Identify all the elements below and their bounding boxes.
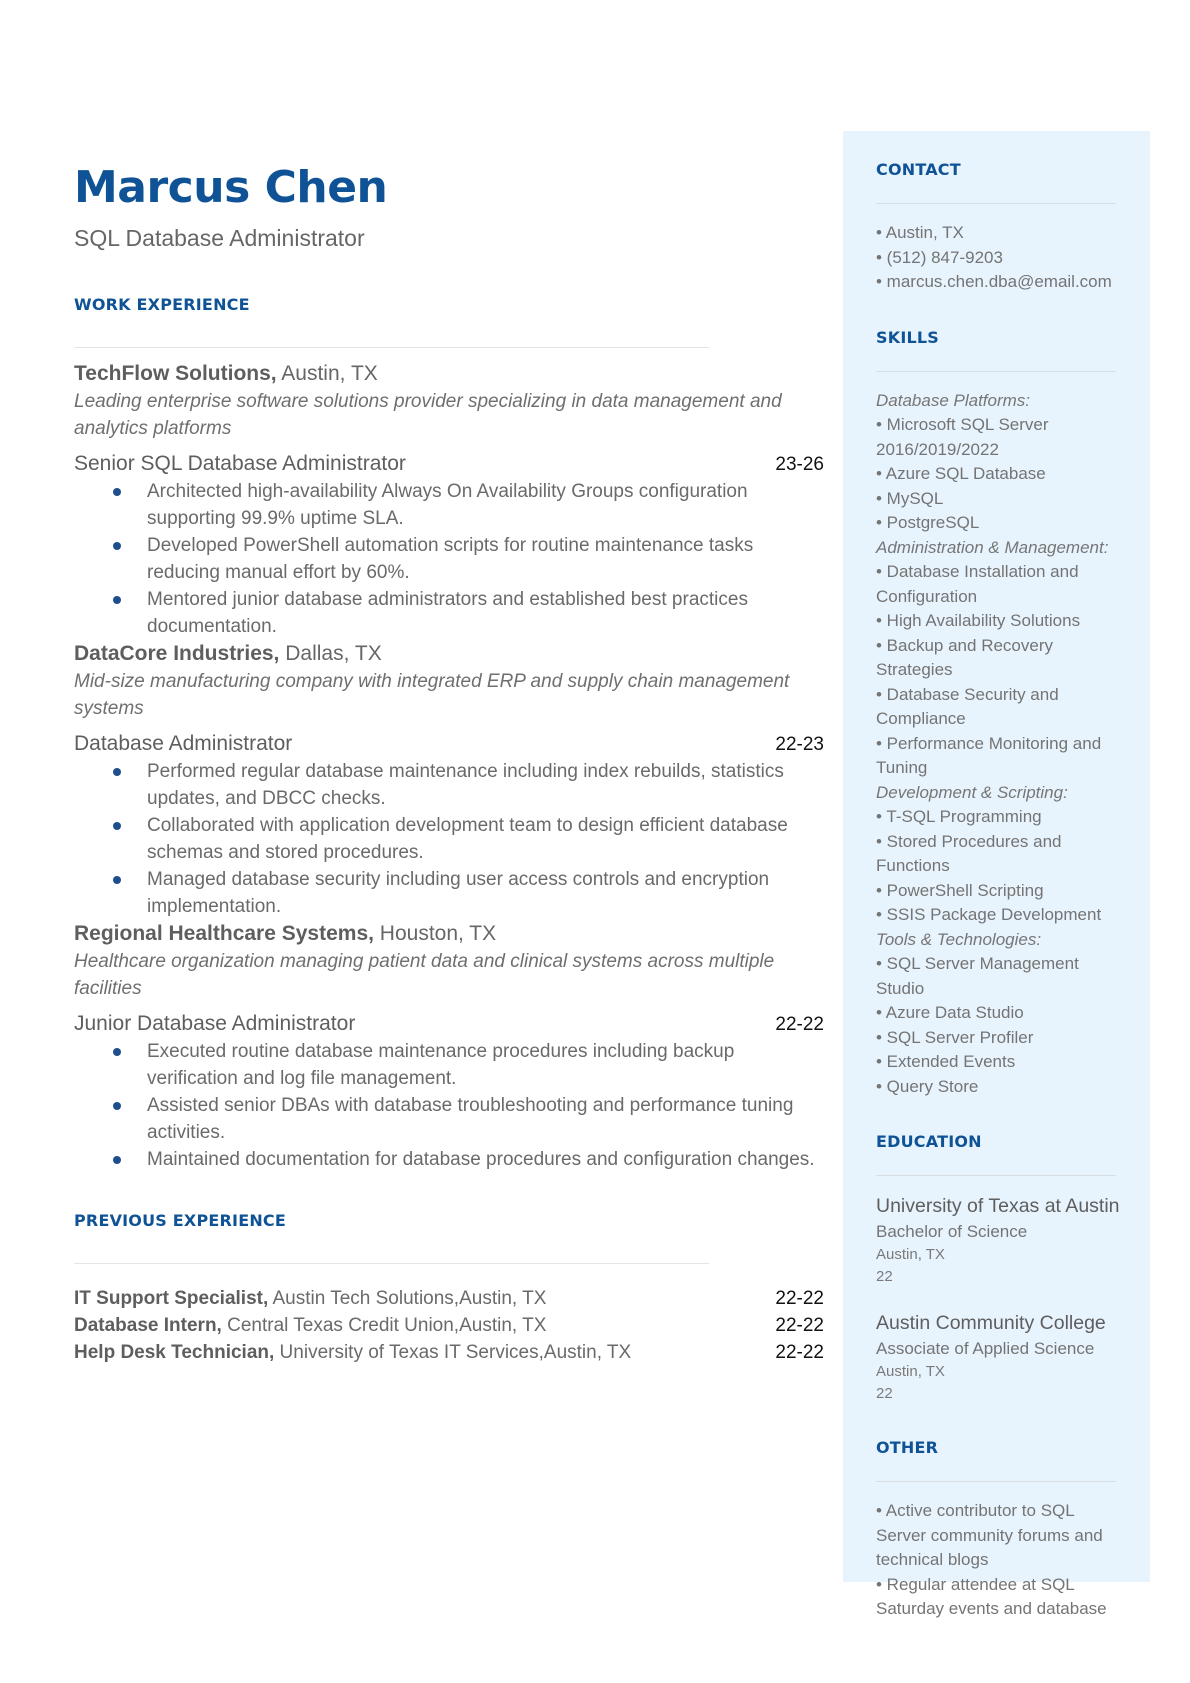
previous-role: Help Desk Technician, (74, 1342, 275, 1363)
company-line (74, 360, 824, 388)
other-section (876, 1438, 1126, 1622)
previous-dates: 22-22 (775, 1315, 824, 1336)
previous-dates: 22-22 (775, 1288, 824, 1309)
graduation-year: 22 (876, 1268, 893, 1285)
other-list (876, 1499, 1126, 1622)
skill-list (876, 805, 1126, 928)
company-line (74, 640, 824, 668)
achievement-text: Performed regular database maintenance including index rebuilds, statistics updates, and DBCC checks. (147, 761, 784, 809)
bullet-dot-icon (113, 488, 121, 496)
skills-heading: SKILLS (876, 327, 939, 347)
skill-item: • Performance Monitoring and Tuning (876, 733, 1102, 777)
section-divider (876, 203, 1116, 204)
section-divider (74, 347, 709, 348)
achievement-text: Collaborated with application development team to design efficient database schemas and stored procedures. (147, 815, 788, 863)
achievement-item (74, 1146, 824, 1173)
skill-item: • Microsoft SQL Server 2016/2019/2022 (876, 415, 1049, 459)
company-name: DataCore Industries, (74, 642, 280, 665)
achievement-item (74, 586, 824, 640)
work-experience-heading: WORK EXPERIENCE (74, 295, 250, 314)
company-name: TechFlow Solutions, (74, 362, 277, 385)
position-title: Database Administrator (74, 732, 293, 755)
achievement-item (74, 1038, 824, 1092)
other-heading: OTHER (876, 1438, 939, 1457)
degree: Bachelor of Science (876, 1222, 1028, 1241)
company-location: Houston, TX (373, 922, 497, 945)
section-divider (876, 1175, 1116, 1176)
achievement-list (74, 1038, 824, 1173)
main-column (74, 160, 824, 1366)
previous-organization: Austin Tech Solutions,Austin, TX (268, 1288, 547, 1309)
contact-section (876, 160, 1126, 295)
contact-list (876, 221, 1126, 295)
school-name: Austin Community College (876, 1312, 1106, 1334)
previous-experience-item (74, 1312, 824, 1339)
achievement-text: Executed routine database maintenance procedures including backup verification and log file management. (147, 1041, 735, 1089)
skill-item: • Database Installation and Configuration (876, 562, 1079, 606)
achievement-text: Architected high-availability Always On Availability Groups configuration supporting 99.9% uptime SLA. (147, 481, 748, 529)
previous-dates: 22-22 (775, 1342, 824, 1363)
position-row (74, 730, 824, 758)
position-title: Senior SQL Database Administrator (74, 452, 406, 475)
contact-item: • Austin, TX (876, 223, 964, 242)
skill-item: • High Availability Solutions (876, 611, 1081, 630)
skill-item: • SQL Server Management Studio (876, 954, 1079, 998)
section-divider (876, 1481, 1116, 1482)
previous-role: IT Support Specialist, (74, 1288, 269, 1309)
skill-category: Tools & Technologies: (876, 929, 1042, 949)
degree: Associate of Applied Science (876, 1339, 1095, 1358)
achievement-item (74, 532, 824, 586)
bullet-dot-icon (113, 1048, 121, 1056)
achievement-item (74, 1092, 824, 1146)
company-name: Regional Healthcare Systems, (74, 922, 374, 945)
skill-list (876, 413, 1126, 536)
school-name: University of Texas at Austin (876, 1195, 1120, 1217)
position-dates: 22-23 (775, 734, 824, 755)
previous-organization: University of Texas IT Services,Austin, TX (274, 1342, 632, 1363)
section-divider (74, 1263, 709, 1264)
contact-item: • marcus.chen.dba@email.com (876, 272, 1112, 291)
education-list (876, 1193, 1126, 1405)
previous-experience-item (74, 1339, 824, 1366)
skill-category: Development & Scripting: (876, 782, 1068, 802)
skill-item: • SQL Server Profiler (876, 1027, 1034, 1047)
skill-item: • Extended Events (876, 1052, 1016, 1071)
bullet-dot-icon (113, 768, 121, 776)
achievement-list (74, 478, 824, 640)
skill-category: Administration & Management: (876, 537, 1109, 557)
skills-section (876, 328, 1126, 1100)
achievement-item (74, 812, 824, 866)
achievement-text: Maintained documentation for database procedures and configuration changes. (147, 1149, 815, 1170)
contact-heading: CONTACT (876, 160, 961, 179)
job-entry (74, 360, 824, 640)
company-description: Leading enterprise software solutions provider specializing in data management and analytics platforms (74, 391, 782, 439)
skill-item: • Database Security and Compliance (876, 684, 1059, 728)
position-row (74, 450, 824, 478)
skill-category: Database Platforms: (876, 390, 1031, 410)
achievement-list (74, 758, 824, 920)
skill-item: • MySQL (876, 488, 944, 508)
previous-organization: Central Texas Credit Union,Austin, TX (221, 1315, 547, 1336)
job-entry (74, 640, 824, 920)
sidebar (876, 160, 1126, 1655)
position-row (74, 1010, 824, 1038)
skill-item: • Azure Data Studio (876, 1003, 1024, 1022)
bullet-dot-icon (113, 1156, 121, 1164)
achievement-item (74, 478, 824, 532)
achievement-text: Mentored junior database administrators and established best practices documentation. (147, 589, 748, 637)
contact-item: • (512) 847-9203 (876, 247, 1003, 267)
skill-item: • Azure SQL Database (876, 464, 1046, 483)
skill-item: • Query Store (876, 1076, 979, 1096)
company-description: Healthcare organization managing patient data and clinical systems across multiple facilities (74, 951, 775, 999)
position-dates: 22-22 (775, 1014, 824, 1035)
skill-item: • PowerShell Scripting (876, 880, 1044, 900)
skill-item: • SSIS Package Development (876, 905, 1102, 924)
job-entry (74, 920, 824, 1173)
position-title: Junior Database Administrator (74, 1012, 356, 1035)
company-line (74, 920, 824, 948)
company-description: Mid-size manufacturing company with integrated ERP and supply chain management systems (74, 671, 790, 719)
work-experience-list (74, 360, 824, 1173)
previous-experience-list (74, 1285, 824, 1366)
position-dates: 23-26 (775, 454, 824, 475)
bullet-dot-icon (113, 822, 121, 830)
skill-item: • Stored Procedures and Functions (876, 831, 1062, 875)
bullet-dot-icon (113, 542, 121, 550)
bullet-dot-icon (113, 1102, 121, 1110)
previous-role-line (74, 1312, 546, 1339)
graduation-year: 22 (876, 1385, 893, 1402)
other-item: • Active contributor to SQL Server community forums and technical blogs (876, 1501, 1103, 1569)
achievement-item (74, 758, 824, 812)
achievement-text: Assisted senior DBAs with database troubleshooting and performance tuning activities. (147, 1095, 794, 1143)
company-location: Austin, TX (276, 362, 378, 385)
school-location: Austin, TX (876, 1246, 945, 1263)
candidate-name: Marcus Chen (74, 162, 388, 213)
education-heading: EDUCATION (876, 1132, 982, 1151)
skill-item: • Backup and Recovery Strategies (876, 635, 1053, 679)
section-divider (876, 371, 1116, 372)
achievement-text: Managed database security including user access controls and encryption implementation. (147, 869, 770, 917)
company-location: Dallas, TX (279, 642, 382, 665)
skills-list (876, 389, 1126, 1100)
previous-experience-heading: PREVIOUS EXPERIENCE (74, 1211, 286, 1230)
skill-item: • PostgreSQL (876, 513, 980, 532)
previous-role-line (74, 1339, 631, 1366)
education-item (876, 1310, 1126, 1405)
previous-role: Database Intern, (74, 1315, 222, 1336)
education-item (876, 1193, 1126, 1288)
skill-item: • T-SQL Programming (876, 807, 1042, 826)
education-section (876, 1132, 1126, 1405)
candidate-title: SQL Database Administrator (74, 225, 365, 251)
bullet-dot-icon (113, 596, 121, 604)
achievement-text: Developed PowerShell automation scripts for routine maintenance tasks reducing manual effort by 60%. (147, 535, 754, 583)
school-location: Austin, TX (876, 1363, 945, 1380)
skill-list (876, 560, 1126, 781)
bullet-dot-icon (113, 876, 121, 884)
other-item: • Regular attendee at SQL Saturday events and database (876, 1574, 1107, 1618)
previous-role-line (74, 1285, 546, 1312)
skill-list (876, 952, 1126, 1099)
achievement-item (74, 866, 824, 920)
previous-experience-item (74, 1285, 824, 1312)
